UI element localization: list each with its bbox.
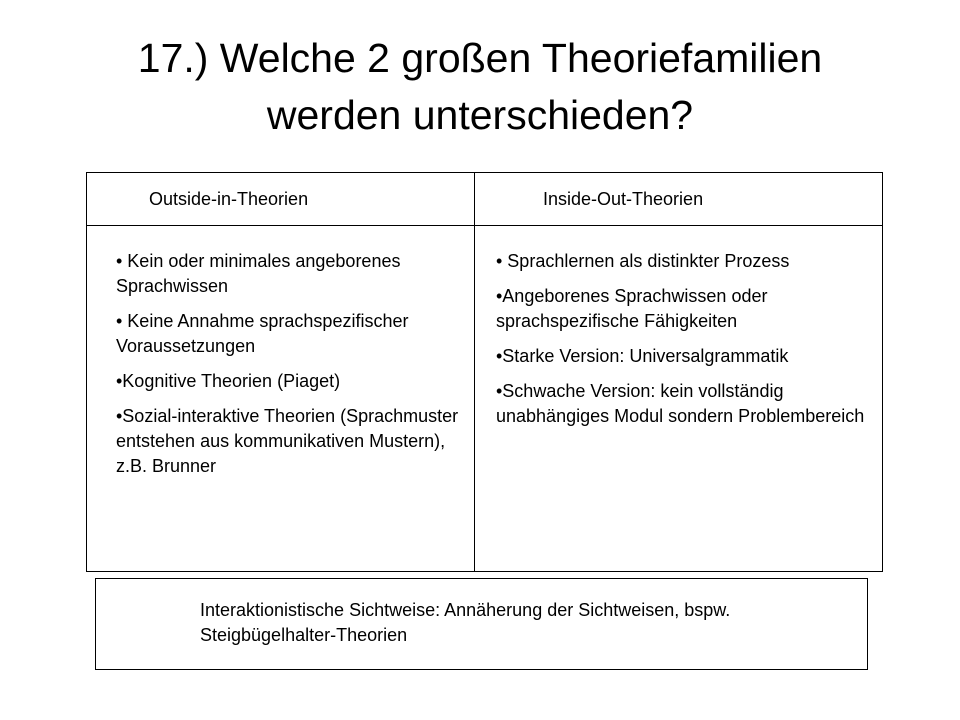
slide-title-line-1: 17.) Welche 2 großen Theoriefamilien	[137, 35, 823, 81]
header-divider	[87, 225, 882, 226]
interactionist-box	[95, 578, 868, 670]
list-item: • Sprachlernen als distinkter Prozess	[496, 251, 790, 271]
list-item: • Kein oder minimales angeborenes Sprachwissen	[116, 251, 401, 296]
slide-title-line-2: werden unterschieden?	[266, 92, 694, 138]
slide-title	[0, 30, 960, 144]
column-body-outside-in	[116, 249, 471, 489]
column-body-inside-out	[496, 249, 876, 439]
column-header-outside-in: Outside-in-Theorien	[149, 189, 309, 209]
column-divider	[474, 173, 475, 571]
list-item: •Schwache Version: kein vollständig unabhängiges Modul sondern Problembereich	[496, 381, 865, 426]
comparison-table	[86, 172, 883, 572]
interactionist-text: Interaktionistische Sichtweise: Annäherung der Sichtweisen, bspw. Steigbügelhalter-Theorien	[200, 600, 731, 645]
list-item: •Angeborenes Sprachwissen oder sprachspezifische Fähigkeiten	[496, 286, 768, 331]
list-item: • Keine Annahme sprachspezifischer Voraussetzungen	[116, 311, 409, 356]
column-header-inside-out: Inside-Out-Theorien	[543, 189, 704, 209]
list-item: •Sozial-interaktive Theorien (Sprachmuster entstehen aus kommunikativen Mustern), z.B. Brunner	[116, 406, 459, 476]
list-item: •Kognitive Theorien (Piaget)	[116, 371, 341, 391]
list-item: •Starke Version: Universalgrammatik	[496, 346, 789, 366]
